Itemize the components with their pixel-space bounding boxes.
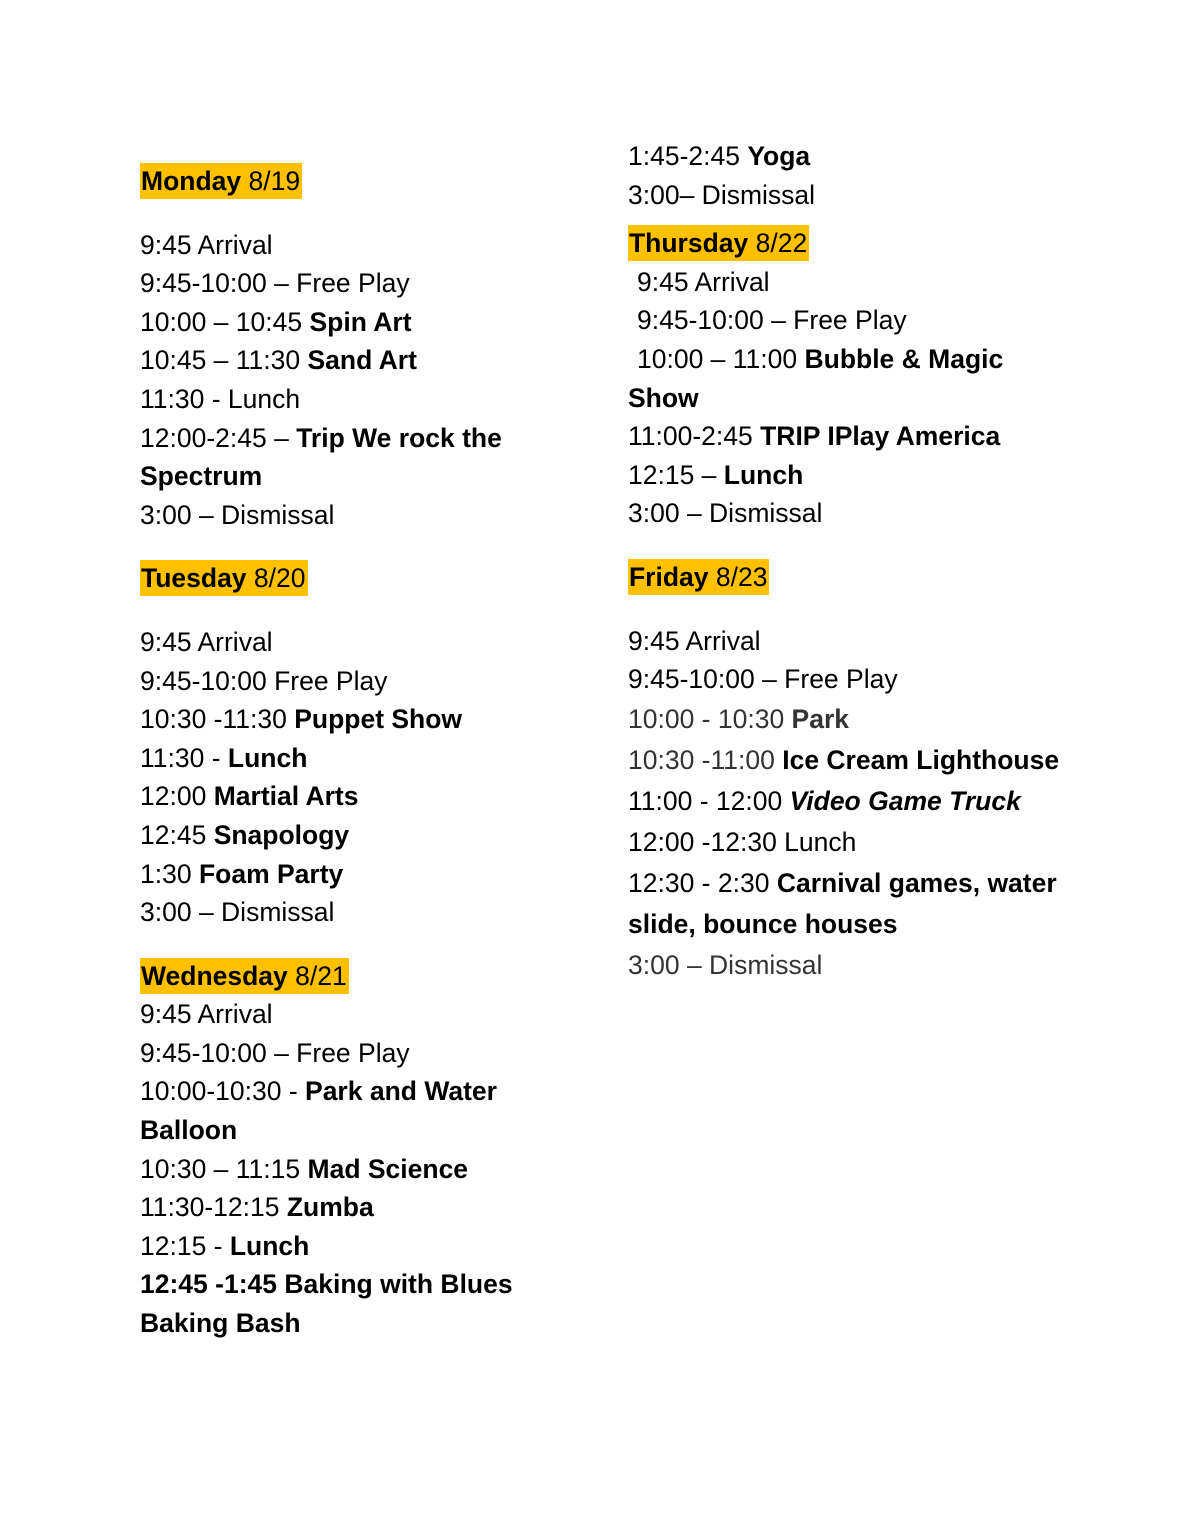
schedule-item bbox=[140, 419, 570, 496]
item-time: 10:30 -11:30 bbox=[140, 704, 295, 735]
item-time: 9:45-10:00 Free Play bbox=[140, 665, 388, 696]
thursday-heading bbox=[628, 224, 1068, 263]
schedule-item bbox=[628, 781, 1068, 822]
item-activity: TRIP IPlay America bbox=[760, 421, 1001, 452]
day-date: 8/22 bbox=[748, 228, 808, 259]
item-time: 3:00 – Dismissal bbox=[140, 499, 335, 530]
item-activity: Snapology bbox=[213, 819, 350, 850]
right-column bbox=[628, 137, 1068, 986]
item-activity: 12:45 -1:45 Baking with Blues Baking Bash bbox=[140, 1269, 513, 1339]
item-time: 12:15 - bbox=[140, 1230, 230, 1261]
day-name: Wednesday bbox=[141, 960, 288, 991]
item-time: 12:45 bbox=[140, 819, 214, 850]
item-time: 1:30 bbox=[140, 858, 199, 889]
item-time: 9:45 Arrival bbox=[628, 625, 761, 656]
item-time: 3:00 – Dismissal bbox=[140, 897, 335, 928]
item-time: 3:00– Dismissal bbox=[628, 179, 816, 210]
item-activity: Video Game Truck bbox=[789, 785, 1021, 816]
schedule-item bbox=[628, 622, 1068, 661]
schedule-item bbox=[140, 739, 570, 778]
schedule-item bbox=[628, 301, 1068, 340]
item-activity: Trip We rock the Spectrum bbox=[140, 422, 502, 492]
item-time: 10:30 – 11:15 bbox=[140, 1153, 308, 1184]
schedule-item bbox=[140, 700, 570, 739]
item-time: 9:45-10:00 – Free Play bbox=[637, 305, 907, 336]
item-activity: Lunch bbox=[723, 459, 804, 490]
item-activity: Sand Art bbox=[307, 345, 417, 376]
item-activity: Zumba bbox=[286, 1192, 374, 1223]
day-name: Tuesday bbox=[141, 563, 247, 594]
item-activity: Yoga bbox=[747, 141, 811, 171]
schedule-item bbox=[628, 263, 1068, 302]
item-activity: Lunch bbox=[229, 1230, 310, 1261]
schedule-item bbox=[140, 893, 570, 932]
schedule-item bbox=[628, 699, 1068, 740]
day-name: Thursday bbox=[629, 228, 749, 259]
tuesday-heading bbox=[140, 559, 570, 598]
schedule-item bbox=[140, 623, 570, 662]
item-time: 10:00-10:30 - bbox=[140, 1076, 306, 1107]
item-time: 11:30 - bbox=[140, 742, 228, 773]
item-time: 9:45-10:00 – Free Play bbox=[140, 1037, 410, 1068]
schedule-item bbox=[140, 1150, 570, 1189]
day-date: 8/23 bbox=[708, 561, 768, 592]
item-activity: Spin Art bbox=[309, 306, 412, 337]
schedule-item bbox=[140, 303, 570, 342]
schedule-item bbox=[140, 1227, 570, 1266]
schedule-item bbox=[628, 494, 1068, 533]
day-name: Friday bbox=[629, 561, 709, 592]
day-name: Monday bbox=[141, 166, 242, 196]
schedule-item bbox=[628, 340, 1068, 417]
day-date: 8/19 bbox=[241, 166, 301, 196]
item-time: 10:00 – 11:00 bbox=[637, 343, 805, 374]
schedule-item bbox=[140, 995, 570, 1034]
schedule-item bbox=[628, 822, 1068, 863]
item-time: 10:45 – 11:30 bbox=[140, 345, 308, 376]
schedule-item bbox=[628, 456, 1068, 495]
item-time: 11:00-2:45 bbox=[628, 421, 761, 452]
schedule-item bbox=[628, 417, 1068, 456]
item-activity: Carnival games, water slide, bounce houses bbox=[628, 867, 1057, 939]
day-date: 8/21 bbox=[287, 960, 347, 991]
item-time: 3:00 – Dismissal bbox=[628, 949, 823, 980]
monday-heading bbox=[140, 162, 570, 201]
schedule-item bbox=[628, 945, 1068, 986]
item-activity: Puppet Show bbox=[294, 704, 463, 735]
wednesday-schedule-continued bbox=[628, 137, 1068, 214]
schedule-item bbox=[140, 1188, 570, 1227]
schedule-item bbox=[140, 341, 570, 380]
schedule-item bbox=[628, 176, 1068, 215]
schedule-item bbox=[140, 662, 570, 701]
thursday-schedule bbox=[628, 263, 1068, 533]
item-time: 12:00 bbox=[140, 781, 214, 812]
schedule-item bbox=[140, 1072, 570, 1149]
item-time: 12:00-2:45 – bbox=[140, 422, 297, 453]
item-activity: Park and Water Balloon bbox=[140, 1076, 497, 1146]
wednesday-heading bbox=[140, 957, 570, 996]
item-time: 1:45-2:45 bbox=[628, 141, 748, 171]
item-time: 12:15 – bbox=[628, 459, 724, 490]
item-time: 10:00 – 10:45 bbox=[140, 306, 310, 337]
item-time: 11:00 - 12:00 bbox=[628, 785, 790, 816]
item-time: 12:00 -12:30 Lunch bbox=[628, 826, 857, 857]
item-activity: Mad Science bbox=[307, 1153, 469, 1184]
schedule-item bbox=[628, 137, 1068, 176]
left-column bbox=[140, 162, 570, 1343]
item-activity: Foam Party bbox=[198, 858, 344, 889]
item-time: 9:45-10:00 – Free Play bbox=[140, 268, 410, 299]
schedule-item bbox=[628, 863, 1068, 945]
schedule-item bbox=[628, 740, 1068, 781]
friday-schedule bbox=[628, 622, 1068, 986]
item-activity: Bubble & Magic Show bbox=[628, 343, 1004, 413]
item-activity: Ice Cream Lighthouse bbox=[782, 744, 1060, 775]
item-activity: Park bbox=[791, 703, 850, 734]
day-date: 8/20 bbox=[246, 563, 306, 594]
friday-heading bbox=[628, 558, 1068, 597]
monday-schedule bbox=[140, 226, 570, 535]
tuesday-schedule bbox=[140, 623, 570, 932]
item-time: 12:30 - 2:30 bbox=[628, 867, 777, 898]
item-activity: Martial Arts bbox=[213, 781, 359, 812]
item-time: 9:45 Arrival bbox=[140, 626, 273, 657]
schedule-item bbox=[140, 855, 570, 894]
schedule-item bbox=[628, 660, 1068, 699]
item-time: 10:30 -11:00 bbox=[628, 744, 783, 775]
item-time: 10:00 - 10:30 bbox=[628, 703, 792, 734]
item-time: 11:30-12:15 bbox=[140, 1192, 287, 1223]
schedule-item bbox=[140, 380, 570, 419]
schedule-item bbox=[140, 1265, 570, 1342]
item-time: 9:45 Arrival bbox=[140, 999, 273, 1030]
schedule-item bbox=[140, 1034, 570, 1073]
schedule-item bbox=[140, 496, 570, 535]
schedule-item bbox=[140, 816, 570, 855]
item-time: 9:45 Arrival bbox=[140, 229, 273, 260]
item-time: 9:45-10:00 – Free Play bbox=[628, 664, 898, 695]
schedule-item bbox=[140, 264, 570, 303]
item-time: 11:30 - Lunch bbox=[140, 383, 301, 414]
schedule-item bbox=[140, 777, 570, 816]
item-time: 9:45 Arrival bbox=[637, 266, 770, 297]
item-activity: Lunch bbox=[227, 742, 308, 773]
wednesday-schedule bbox=[140, 995, 570, 1342]
item-time: 3:00 – Dismissal bbox=[628, 498, 823, 529]
schedule-item bbox=[140, 226, 570, 265]
